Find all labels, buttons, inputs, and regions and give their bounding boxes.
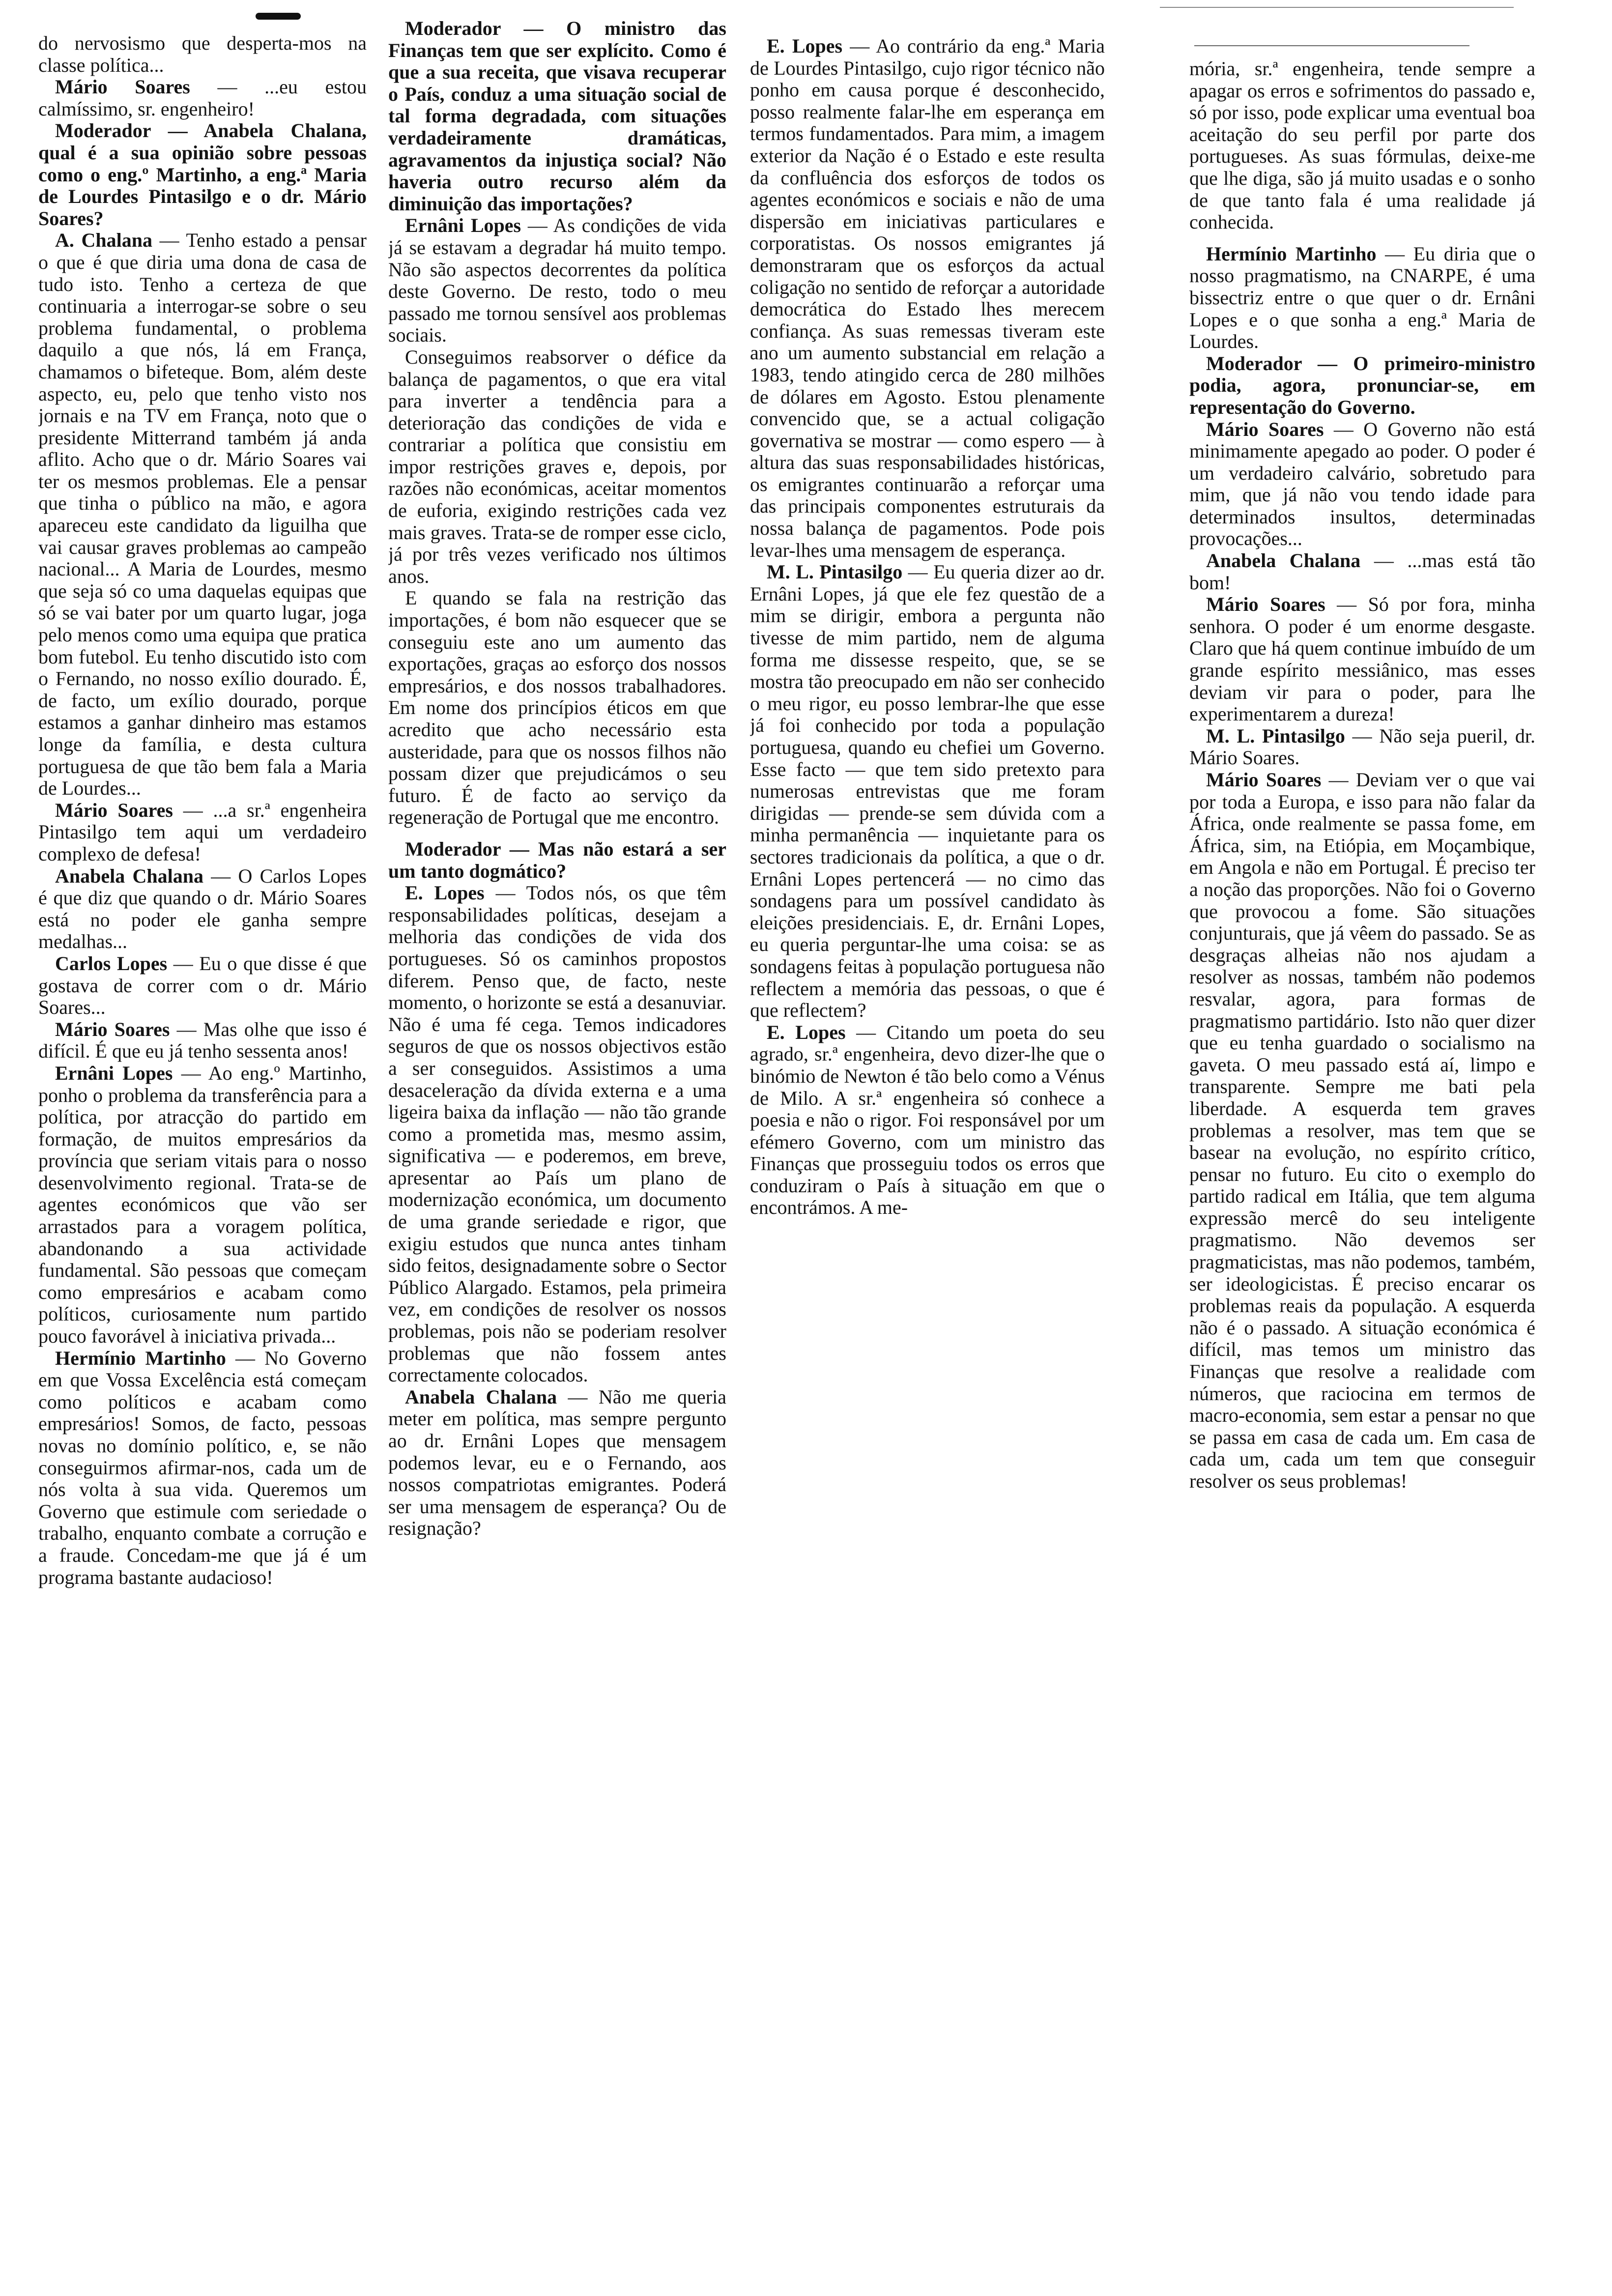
paragraph: [1189, 243, 1535, 353]
paragraph-text: — Mas olhe que isso é difícil. É que eu já tenho sessenta anos!: [38, 1018, 367, 1062]
speaker-name: Hermínio Martinho: [55, 1347, 226, 1369]
paragraph: [388, 346, 726, 588]
paragraph: [38, 120, 367, 230]
paragraph: [388, 838, 726, 882]
paragraph: [1189, 550, 1535, 594]
paragraph: [38, 953, 367, 1019]
paragraph-text: — O Governo não está minimamente apegado ao poder. O poder é um verdadeiro calvário, sobretudo para mim, que já não vou tendo idade para determinados insultos, determinadas provocações...: [1189, 418, 1535, 550]
speaker-name: Moderador: [55, 119, 151, 142]
paragraph-text: — Eu o que disse é que gostava de correr com o dr. Mário Soares...: [38, 952, 367, 1019]
paragraph: [750, 1022, 1105, 1219]
paragraph: [38, 1019, 367, 1062]
paragraph-text: E quando se fala na restrição das importações, é bom não esquecer que se conseguiu este ano um aumento das exportações, graças ao esforço dos nossos empresários, e dos nossos trabalhadores. Em nome dos princípios éticos em que acredito que acho necessário esta austeridade, para que os nossos filhos não possam dizer que prejudicámos o seu futuro. É de facto ao serviço da regeneração de Portugal que me encontro.: [388, 587, 726, 829]
paragraph-text: do nervosismo que desperta-mos na classe política...: [38, 32, 367, 76]
paragraph-text: — Só por fora, minha senhora. O poder é um enorme desgaste. Claro que há quem continue imbuído de um grande espírito messiânico, mas esses deviam vir para o poder, para lhe experimentarem a dureza!: [1189, 593, 1535, 725]
paragraph-text: — ...a sr.ª engenheira Pintasilgo tem aqui um verdadeiro complexo de defesa!: [38, 799, 367, 865]
paragraph-text: — Todos nós, os que têm responsabilidades políticas, desejam a melhoria das condições de vida dos portugueses. Só os caminhos propostos diferem. Penso que, de facto, neste momento, o horizonte se está a desanuviar. Não é uma fé cega. Temos indicadores seguros de que os nossos objectivos estão a ser conseguidos. Assistimos a uma desaceleração da dívida externa e a uma ligeira baixa da inflação — não tão grande como a prometida mas, mesmo assim, significativa — e poderemos, em breve, apresentar ao País um plano de modernização económica, um documento de uma grande seriedade e rigor, que exigiu estudos que nunca antes tinham sido feitos, designadamente sobre o Sector Público Alargado. Estamos, pela primeira vez, em condições de resolver os nossos problemas, pois não se poderiam resolver problemas que não fossem antes correctamente colocados.: [388, 882, 726, 1386]
paragraph: [388, 882, 726, 1386]
paragraph-text: — Ao contrário da eng.ª Maria de Lourdes Pintasilgo, cujo rigor técnico não ponho em causa porque é desconhecido, posso realmente falar-lhe em esperança em termos fundamentados. Para mim, a imagem exterior da Nação é o Estado e este resulta da confluência dos esforços de todos os agentes económicos e sociais e não de uma dispersão em iniciativas particulares e corporatistas. Os nossos emigrantes já demonstraram que os esforços da actual coligação no sentido de reforçar a autoridade democrática do Estado lhes merecem confiança. As suas remessas tiveram este ano um aumento substancial em relação a 1983, tendo atingido cerca de 280 milhões de dólares em Agosto. Estou plenamente convencido que, se a actual coligação governativa se mostrar — como espero — à altura das suas responsabilidades históricas, os emigrantes continuarão a reforçar uma das principais componentes estruturais da nossa balança de pagamentos. Pode pois levar-lhes uma mensagem de esperança.: [750, 35, 1105, 561]
paragraph: [1189, 594, 1535, 725]
paragraph-text: — Não seja pueril, dr. Mário Soares.: [1189, 724, 1535, 769]
speaker-name: E. Lopes: [767, 35, 843, 57]
column-top-rule: [1160, 7, 1514, 8]
paragraph: [388, 1386, 726, 1540]
paragraph: [38, 230, 367, 799]
ink-mark: [256, 13, 301, 20]
speaker-name: Moderador: [1206, 352, 1302, 374]
column-1: [38, 32, 367, 2281]
speaker-name: Ernâni Lopes: [405, 214, 521, 237]
paragraph-text: — Tenho estado a pensar o que é que diria uma dona de casa de tudo isto. Tenho a certeza de que continuaria a interrogar-se sobre o seu problema fundamental, o problema daquilo a que nós, lá em França, chamamos o bifeteque. Bom, além deste aspecto, eu, pelo que tenho visto nos jornais e na TV em França, noto que o presidente Mitterrand também já anda aflito. Acho que o dr. Mário Soares vai ter os mesmos problemas. Ele a pensar que tinha o público na mão, e agora apareceu este candidato da liguilha que vai causar graves problemas ao campeão nacional... A Maria de Lourdes, mesmo que seja só co uma daquelas equipas que só se vai bater por um quarto lugar, joga pelo menos como uma equipa que pratica bom futebol. Eu tenho discutido isto com o Fernando, no nosso exílio dourado. É, de facto, um exílio dourado, porque estamos a ganhar dinheiro mas estamos longe da família, e desta cultura portuguesa de que tão bem fala a Maria de Lourdes...: [38, 229, 367, 800]
column-4: [1189, 58, 1535, 2281]
paragraph: [1189, 419, 1535, 550]
paragraph-text: — Eu diria que o nosso pragmatismo, na CNARPE, é uma bissectriz entre o que quer o dr. Ernâni Lopes e o que sonha a eng.ª Maria de Lourdes.: [1189, 242, 1535, 353]
speaker-name: M. L. Pintasilgo: [1206, 724, 1345, 747]
paragraph: [1189, 769, 1535, 1492]
paragraph: [388, 215, 726, 346]
paragraph: [750, 35, 1105, 561]
paragraph: [38, 76, 367, 120]
paragraph: [38, 1348, 367, 1589]
column-2: [388, 18, 726, 2281]
speaker-name: E. Lopes: [405, 882, 485, 904]
paragraph: [1189, 58, 1535, 233]
paragraph-text: — O ministro das Finanças tem que ser explícito. Como é que a sua receita, que visava recuperar o País, conduz a uma situação social de tal forma degradada, com situações verdadeiramente dramáticas, agravamentos da injustiça social? Não haveria outro recurso além da diminuição das importações?: [388, 18, 726, 215]
paragraph-text: — Mas não estará a ser um tanto dogmático?: [388, 837, 726, 882]
speaker-name: M. L. Pintasilgo: [767, 561, 903, 583]
paragraph-text: — O Carlos Lopes é que diz que quando o dr. Mário Soares está no poder ele ganha sempre medalhas...: [38, 864, 367, 953]
speaker-name: Carlos Lopes: [55, 952, 168, 975]
column-top-rule: [1194, 45, 1469, 46]
paragraph-text: mória, sr.ª engenheira, tende sempre a apagar os erros e sofrimentos do passado e, só por isso, pode explicar uma eventual boa aceitação do seu perfil por parte dos portugueses. As suas fórmulas, deixe-me que lhe diga, são já muito usadas e o sonho de que tanto fala é uma realidade já conhecida.: [1189, 58, 1535, 233]
speaker-name: Mário Soares: [1206, 769, 1322, 791]
paragraph: [38, 800, 367, 865]
paragraph-text: — Anabela Chalana, qual é a sua opinião sobre pessoas como o eng.º Martinho, a eng.ª Maria de Lourdes Pintasilgo e o dr. Mário Soares?: [38, 119, 367, 230]
paragraph: [750, 561, 1105, 1021]
speaker-name: Hermínio Martinho: [1206, 242, 1377, 265]
paragraph-text: — ...mas está tão bom!: [1189, 549, 1535, 594]
paragraph: [388, 587, 726, 829]
column-3: [750, 35, 1105, 2281]
speaker-name: Anabela Chalana: [55, 864, 203, 887]
paragraph-text: — As condições de vida já se estavam a degradar há muito tempo. Não são aspectos decorrentes da política deste Governo. De resto, todo o meu passado me tornou sensível aos problemas sociais.: [388, 214, 726, 346]
paragraph-text: — Eu queria dizer ao dr. Ernâni Lopes, já que ele fez questão de a mim se dirigir, embora a pergunta não tivesse de mim partido, nem de alguma forma me dissesse respeito, que, se se mostra tão preocupado em não ser conhecido o meu rigor, eu posso lembrar-lhe que esse já foi conhecido por toda a população portuguesa, quando eu chefiei um Governo. Esse facto — que tem sido pretexto para numerosas entrevistas que me foram dirigidas — prende-se sem dúvida com a minha permanência — inquietante para os sectores tradicionais da política, a que o dr. Ernâni Lopes pertencerá — no cimo das sondagens para um possível candidato às eleições presidenciais. E, dr. Ernâni Lopes, eu queria perguntar-lhe uma coisa: se as sondagens feitas à população portuguesa não reflectem a memória das pessoas, o que é que reflectem?: [750, 561, 1105, 1022]
paragraph-text: — ...eu estou calmíssimo, sr. engenheiro!: [38, 76, 367, 120]
paragraph: [388, 18, 726, 215]
speaker-name: Mário Soares: [55, 76, 190, 98]
speaker-name: Moderador: [405, 18, 501, 39]
paragraph-text: Conseguimos reabsorver o défice da balança de pagamentos, o que era vital para inverter a tendência para a deterioração das condições de vida e contrariar a política que consistiu em impor restrições graves e, depois, por razões não económicas, aceitar momentos de euforia, exigindo restrições cada vez mais graves. Trata-se de romper esse ciclo, já por três vezes verificado nos últimos anos.: [388, 345, 726, 587]
paragraph: [1189, 353, 1535, 419]
speaker-name: Mário Soares: [1206, 418, 1324, 440]
paragraph: [1189, 725, 1535, 769]
paragraph: [38, 1062, 367, 1348]
paragraph: [38, 32, 367, 76]
paragraph-text: — Deviam ver o que vai por toda a Europa, e isso para não falar da África, onde realmente se passa fome, em África, sim, na Etiópia, em Moçambique, em Angola e não em Portugal. É preciso ter a noção das proporções. Não foi o Governo que provocou a fome. São situações conjunturais, que já vêem do passado. Se as desgraças alheias não nos ajudam a resolver as nossas, também não podemos resvalar, agora, para formas de pragmatismo partidário. Isto não quer dizer que eu tenha guardado o socialismo na gaveta. O meu passado está aí, limpo e transparente. Sempre me bati pela liberdade. A esquerda tem graves problemas a resolver, mas tem que se basear na evolução, no espírito crítico, pensar no futuro. Eu cito o exemplo do partido radical em Itália, que tem alguma expressão mercê do seu inteligente pragmatismo. Não devemos ser pragmaticistas, mas não podemos, também, ser ideologicistas. É preciso encarar os problemas reais da população. A esquerda não é o passado. A situação económica é difícil, mas temos um ministro das Finanças que resolve a realidade com números, que raciocina em termos de macro-economia, sem estar a pensar no que se passa em casa de cada um. Em casa de cada um, cada um tem que conseguir resolver os seus problemas!: [1189, 769, 1535, 1492]
speaker-name: Mário Soares: [55, 1018, 170, 1040]
speaker-name: Anabela Chalana: [405, 1385, 557, 1408]
speaker-name: Moderador: [405, 837, 501, 860]
speaker-name: Anabela Chalana: [1206, 549, 1361, 572]
speaker-name: Ernâni Lopes: [55, 1062, 173, 1084]
paragraph-text: — Não me queria meter em política, mas sempre pergunto ao dr. Ernâni Lopes que mensagem podemos levar, eu e o Fernando, aos nossos compatriotas emigrantes. Poderá ser uma mensagem de esperança? Ou de resignação?: [388, 1385, 726, 1540]
paragraph: [38, 865, 367, 953]
speaker-name: A. Chalana: [55, 229, 152, 252]
paragraph-text: — No Governo em que Vossa Excelência está começam como políticos e acabam como empresários! Somos, de facto, pessoas novas no domínio político, e, se não conseguirmos afirmar-nos, cada um de nós volta à sua vida. Queremos um Governo que estimule com seriedade o trabalho, enquanto combate a corrução e a fraude. Concedam-me que já é um programa bastante audacioso!: [38, 1347, 367, 1588]
speaker-name: Mário Soares: [1206, 593, 1325, 616]
speaker-name: E. Lopes: [767, 1021, 846, 1043]
paragraph-text: — O primeiro-ministro podia, agora, pronunciar-se, em representação do Governo.: [1189, 352, 1535, 418]
paragraph-text: — Citando um poeta do seu agrado, sr.ª engenheira, devo dizer-lhe que o binómio de Newton é tão belo como a Vénus de Milo. A sr.ª engenheira só conhece a poesia e não o rigor. Foi responsável por um efémero Governo, com um ministro das Finanças que prosseguiu todos os erros que conduziram o País à situação em que o encontrámos. A me-: [750, 1021, 1105, 1219]
speaker-name: Mário Soares: [55, 799, 173, 821]
paragraph-text: — Ao eng.º Martinho, ponho o problema da transferência para a política, por atracção do partido em formação, de muitos empresários da província que seriam vitais para o nosso desenvolvimento regional. Trata-se de agentes económicos que vão ser arrastados para a voragem política, abandonando a sua actividade fundamental. São pessoas que começam como empresários e acabam como políticos, curiosamente num partido pouco favorável à iniciativa privada...: [38, 1062, 367, 1348]
